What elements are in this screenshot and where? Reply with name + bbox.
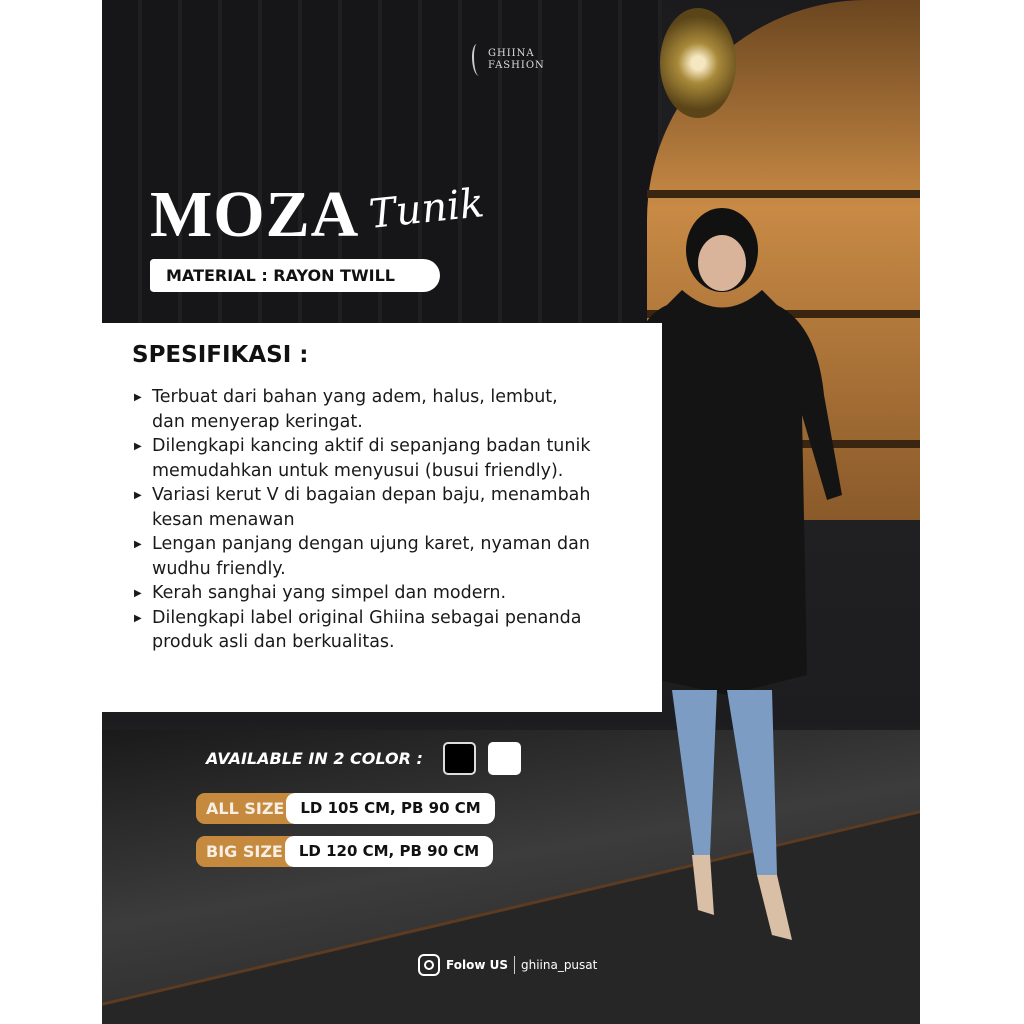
material-badge: MATERIAL : RAYON TWILL [150,259,440,292]
promo-poster [102,0,920,1024]
logo-mark-icon [472,44,484,76]
spec-heading: SPESIFIKASI : [132,342,309,368]
instagram-handle: ghiina_pusat [520,958,598,972]
follow-label: Folow US [446,958,508,972]
color-label: AVAILABLE IN 2 COLOR : [206,749,423,768]
spec-item: ▶ Terbuat dari bahan yang adem, halus, lembut, dan menyerap keringat. [134,387,558,432]
bullet-arrow-icon: ▶ [134,392,142,403]
size-row-all [196,793,495,824]
brand-logo [472,44,545,76]
size-value: LD 120 CM, PB 90 CM [285,836,493,867]
product-subtitle: Tunik [367,180,487,238]
size-label: ALL SIZE [196,793,292,824]
logo-line2: FASHION [488,60,545,71]
size-row-big [196,836,493,867]
color-swatch-black [443,742,476,775]
instagram-icon [418,954,440,976]
spec-list [132,385,592,655]
wall-lamp [660,8,736,118]
spec-item: ▶ Kerah sanghai yang simpel dan modern. [132,581,592,606]
logo-line1: GHIINA [488,48,535,59]
spec-item: ▶ Dilengkapi kancing aktif di sepanjang badan tunik memudahkan untuk menyusui (busui friendly). [134,436,591,481]
spec-item: ▶ Dilengkapi label original Ghiina sebagai penanda produk asli dan berkualitas. [134,607,582,652]
bullet-arrow-icon: ▶ [134,490,142,501]
product-name: MOZA [150,178,360,251]
color-availability [206,742,521,775]
color-swatch-white [488,742,521,775]
spec-item: ▶ Lengan panjang dengan ujung karet, nyaman dan wudhu friendly. [134,534,590,579]
spec-item: ▶ Variasi kerut V di bagaian depan baju, menambah kesan menawan [134,485,591,530]
size-value: LD 105 CM, PB 90 CM [286,793,494,824]
social-follow [418,954,597,976]
bullet-arrow-icon: ▶ [134,441,142,452]
bullet-arrow-icon: ▶ [134,612,142,624]
divider [514,956,515,974]
product-title [150,180,485,250]
size-label: BIG SIZE [196,836,291,867]
bullet-arrow-icon: ▶ [134,588,142,599]
bullet-arrow-icon: ▶ [134,539,142,550]
